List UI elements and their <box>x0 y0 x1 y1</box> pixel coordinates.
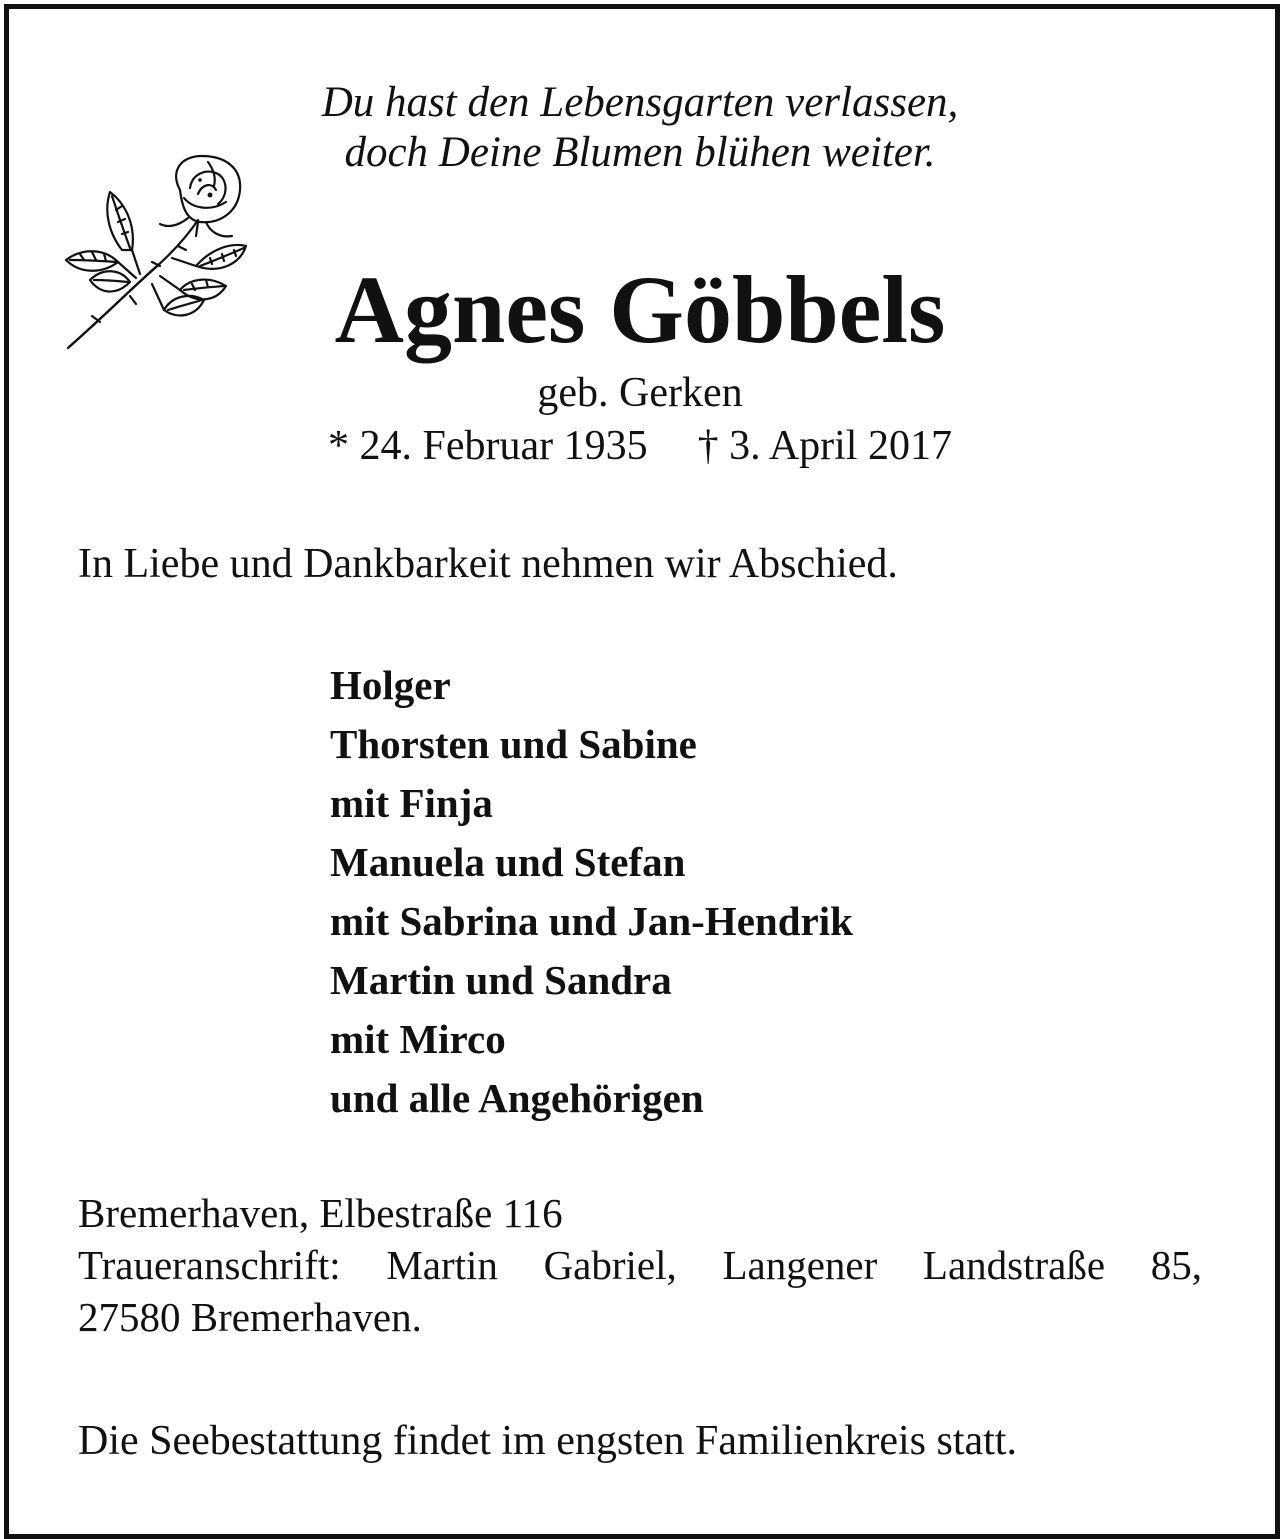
address-word: Martin <box>386 1242 498 1288</box>
mourner-line: mit Mirco <box>330 1016 506 1062</box>
mourner-line: Manuela und Stefan <box>330 839 686 885</box>
address-block <box>78 1187 1202 1343</box>
mourner-line: Thorsten und Sabine <box>330 721 697 767</box>
life-dates <box>0 420 1280 472</box>
mourner-line: Martin und Sandra <box>330 957 672 1003</box>
verse-line-2: doch Deine Blumen blühen weiter. <box>344 129 936 176</box>
mourner-line: und alle Angehörigen <box>330 1075 704 1121</box>
address-word: Langener <box>722 1242 878 1288</box>
mourner-line: mit Finja <box>330 780 493 826</box>
address-word: Gabriel, <box>543 1242 677 1288</box>
verse-line-1: Du hast den Lebensgarten verlassen, <box>321 79 959 126</box>
address-line-1: Bremerhaven, Elbestraße 116 <box>78 1190 563 1236</box>
deceased-name: Agnes Göbbels <box>334 256 946 363</box>
maiden-name: geb. Gerken <box>537 370 743 416</box>
mourner-line: mit Sabrina und Jan-Hendrik <box>330 898 853 944</box>
mourners-list <box>330 656 853 1128</box>
address-line-3: 27580 Bremerhaven. <box>78 1294 422 1340</box>
address-line-2 <box>78 1239 1202 1291</box>
address-word: 85, <box>1150 1242 1202 1288</box>
burial-note: Die Seebestattung findet im engsten Familienkreis statt. <box>78 1418 1017 1464</box>
address-word: Traueranschrift: <box>78 1242 341 1288</box>
address-word: Landstraße <box>922 1242 1106 1288</box>
death-date: † 3. April 2017 <box>697 423 952 469</box>
birth-date: * 24. Februar 1935 <box>328 423 648 469</box>
farewell-text: In Liebe und Dankbarkeit nehmen wir Abschied. <box>78 541 898 587</box>
mourner-line: Holger <box>330 662 451 708</box>
